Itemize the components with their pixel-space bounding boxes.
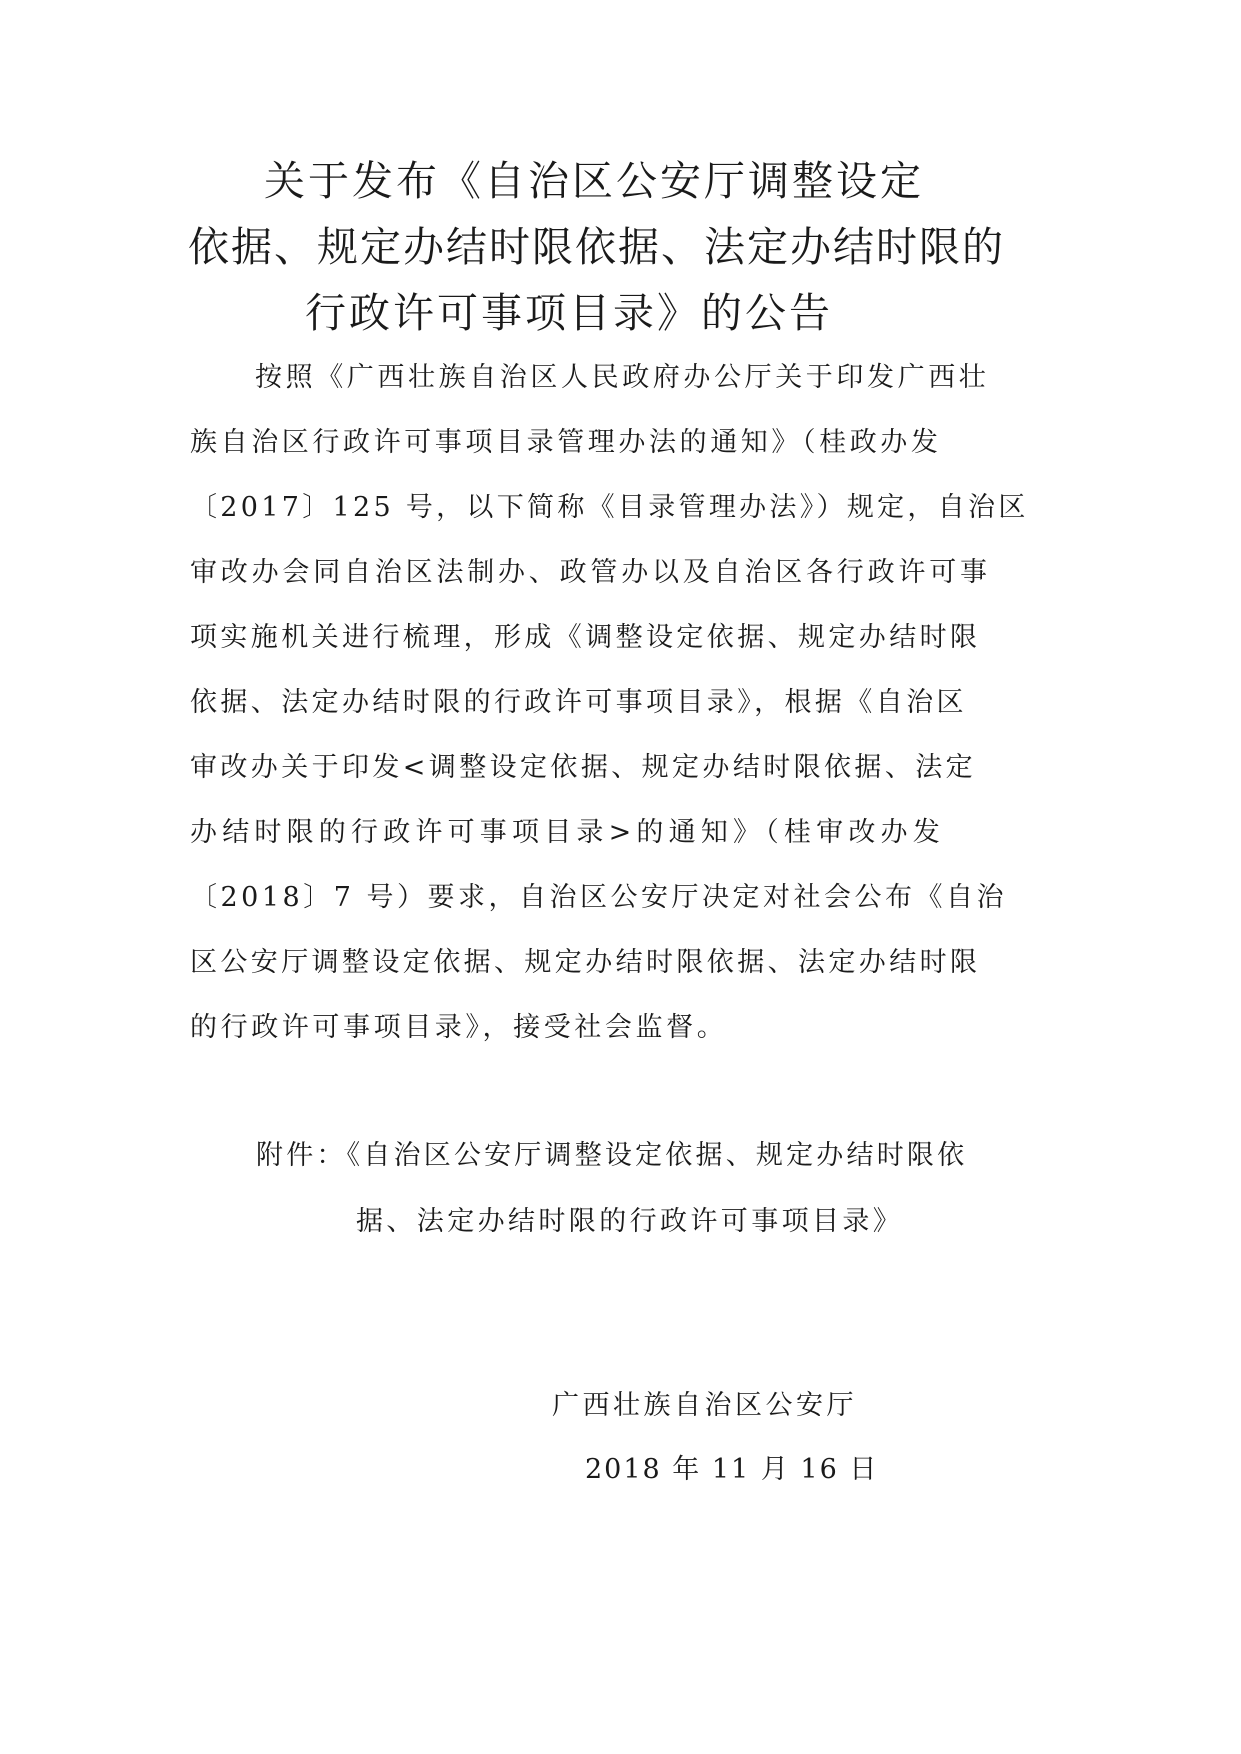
body-line-11: 的行政许可事项目录》，接受社会监督。: [190, 1012, 728, 1043]
document-title-line-2: 依据、规定办结时限依据、法定办结时限的: [188, 223, 1005, 271]
signature-date: 2018 年 11 月 16 日: [585, 1454, 879, 1485]
attachment-line-2: 据、法定办结时限的行政许可事项目录》: [356, 1206, 904, 1237]
document-title-line-1: 关于发布《自治区公安厅调整设定: [264, 157, 924, 205]
signature-organization: 广西壮族自治区公安厅: [552, 1390, 857, 1421]
body-line-10: 区公安厅调整设定依据、规定办结时限依据、法定办结时限: [190, 947, 981, 978]
body-line-4: 审改办会同自治区法制办、政管办以及自治区各行政许可事: [190, 557, 991, 588]
body-line-8: 办结时限的行政许可事项目录>的通知》（桂审改办发: [190, 817, 945, 848]
body-line-5: 项实施机关进行梳理，形成《调整设定依据、规定办结时限: [190, 622, 981, 653]
body-line-6: 依据、法定办结时限的行政许可事项目录》，根据《自治区: [190, 687, 967, 718]
body-line-9: 〔2018〕7 号）要求，自治区公安厅决定对社会公布《自治: [190, 882, 1007, 913]
body-line-2: 族自治区行政许可事项目录管理办法的通知》（桂政办发: [190, 427, 942, 458]
attachment-line-1: 附件：《自治区公安厅调整设定依据、规定办结时限依: [256, 1140, 968, 1171]
document-title-line-3: 行政许可事项目录》的公告: [305, 289, 833, 337]
body-line-7: 审改办关于印发<调整设定依据、规定办结时限依据、法定: [190, 752, 977, 783]
body-line-1: 按照《广西壮族自治区人民政府办公厅关于印发广西壮: [255, 362, 990, 393]
body-line-3: 〔2017〕125 号，以下简称《目录管理办法》）规定，自治区: [190, 492, 1029, 523]
